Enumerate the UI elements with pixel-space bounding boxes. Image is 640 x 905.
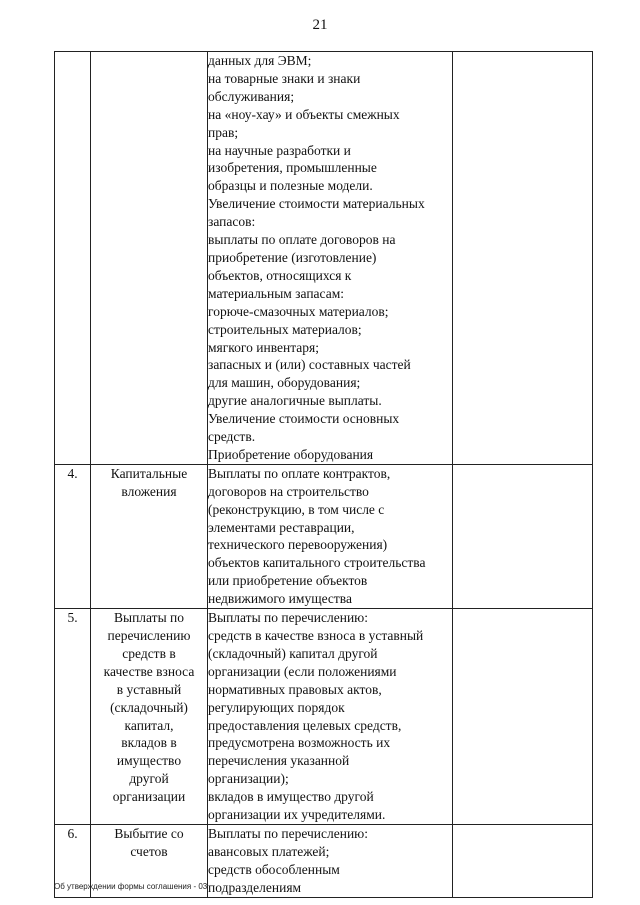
row-number-cell: 5. bbox=[55, 609, 91, 825]
text-line: авансовых платежей; bbox=[208, 843, 330, 859]
text-line: материальным запасам: bbox=[208, 285, 344, 301]
document-table bbox=[54, 51, 593, 898]
text-line: элементами реставрации, bbox=[208, 519, 355, 535]
text-line: в уставный bbox=[116, 681, 182, 697]
text-line: запасных и (или) составных частей bbox=[208, 357, 411, 373]
text-line: мягкого инвентаря; bbox=[208, 339, 319, 355]
row-empty-cell bbox=[453, 52, 593, 465]
text-line: предусмотрена возможность их bbox=[208, 735, 391, 751]
text-line: запасов: bbox=[208, 214, 256, 230]
row-number-cell bbox=[55, 52, 91, 465]
text-line: Выплаты по перечислению: bbox=[208, 825, 369, 841]
text-line: Выбытие со bbox=[114, 825, 184, 841]
text-line: другие аналогичные выплаты. bbox=[208, 393, 382, 409]
table-row bbox=[55, 52, 593, 465]
text-line: объектов капитального строительства bbox=[208, 555, 426, 571]
text-line: на товарные знаки и знаки bbox=[208, 70, 361, 86]
row-description-cell bbox=[208, 52, 453, 465]
text-line: или приобретение объектов bbox=[208, 573, 368, 589]
text-line: нормативных правовых актов, bbox=[208, 681, 382, 697]
row-number-cell: 4. bbox=[55, 464, 91, 608]
text-line: выплаты по оплате договоров на bbox=[208, 232, 396, 248]
text-line: (реконструкцию, в том числе с bbox=[208, 501, 385, 517]
text-line: качестве взноса bbox=[103, 663, 195, 679]
text-line: Увеличение стоимости материальных bbox=[208, 196, 425, 212]
text-line: средств обособленным bbox=[208, 861, 340, 877]
row-description-cell bbox=[208, 464, 453, 608]
text-line: вкладов в имущество другой bbox=[208, 789, 374, 805]
text-line: другой bbox=[129, 771, 169, 787]
text-line: организации их учредителями. bbox=[208, 807, 386, 823]
text-line: приобретение (изготовление) bbox=[208, 249, 377, 265]
text-line: горюче-смазочных материалов; bbox=[208, 303, 389, 319]
table-row bbox=[55, 464, 593, 608]
row-empty-cell bbox=[453, 464, 593, 608]
text-line: организации bbox=[112, 789, 186, 805]
text-line: Выплаты по оплате контрактов, bbox=[208, 465, 391, 481]
text-line: (складочный) капитал другой bbox=[208, 645, 378, 661]
text-line: прав; bbox=[208, 124, 239, 140]
text-line: на «ноу-хау» и объекты смежных bbox=[208, 106, 400, 122]
text-line: капитал, bbox=[124, 717, 174, 733]
text-line: средств в качестве взноса в уставный bbox=[208, 628, 424, 643]
text-line: вкладов в bbox=[121, 735, 177, 751]
row-empty-cell bbox=[453, 824, 593, 897]
table-row bbox=[55, 609, 593, 825]
row-name-cell bbox=[91, 464, 208, 608]
page-number: 21 bbox=[312, 17, 328, 33]
text-line: предоставления целевых средств, bbox=[208, 717, 402, 733]
text-line: строительных материалов; bbox=[208, 321, 362, 337]
text-line: изобретения, промышленные bbox=[208, 160, 377, 176]
text-line: обслуживания; bbox=[208, 88, 295, 104]
text-line: счетов bbox=[130, 843, 168, 859]
row-number-cell: 6. bbox=[55, 824, 91, 897]
text-line: для машин, оборудования; bbox=[208, 375, 361, 391]
text-line: образцы и полезные модели. bbox=[208, 178, 373, 194]
text-line: перечислению bbox=[107, 628, 191, 643]
footer-note: Об утверждении формы соглашения - 03 bbox=[54, 882, 208, 891]
row-name-cell bbox=[91, 52, 208, 465]
text-line: имущество bbox=[116, 753, 182, 769]
text-line: данных для ЭВМ; bbox=[208, 53, 312, 68]
text-line: Капитальные bbox=[110, 465, 188, 481]
text-line: на научные разработки и bbox=[208, 142, 351, 158]
text-line: договоров на строительство bbox=[208, 483, 369, 499]
text-line: технического перевооружения) bbox=[208, 537, 388, 553]
text-line: Выплаты по bbox=[114, 610, 184, 626]
text-line: Увеличение стоимости основных bbox=[208, 411, 400, 427]
text-line: средств. bbox=[208, 429, 256, 445]
text-line: Приобретение оборудования bbox=[208, 446, 374, 462]
row-empty-cell bbox=[453, 609, 593, 825]
text-line: перечисления указанной bbox=[208, 753, 350, 769]
table-body bbox=[55, 52, 593, 898]
text-line: Выплаты по перечислению: bbox=[208, 610, 369, 626]
text-line: недвижимого имущества bbox=[208, 591, 352, 607]
text-line: подразделениям bbox=[208, 879, 302, 895]
row-name-cell bbox=[91, 609, 208, 825]
text-line: (складочный) bbox=[110, 699, 188, 715]
text-line: вложения bbox=[121, 483, 177, 499]
row-description-cell bbox=[208, 609, 453, 825]
text-line: регулирующих порядок bbox=[208, 699, 345, 715]
text-line: средств в bbox=[122, 645, 176, 661]
text-line: организации (если положениями bbox=[208, 663, 397, 679]
text-line: объектов, относящихся к bbox=[208, 267, 352, 283]
text-line: организации); bbox=[208, 771, 289, 787]
row-description-cell bbox=[208, 824, 453, 897]
